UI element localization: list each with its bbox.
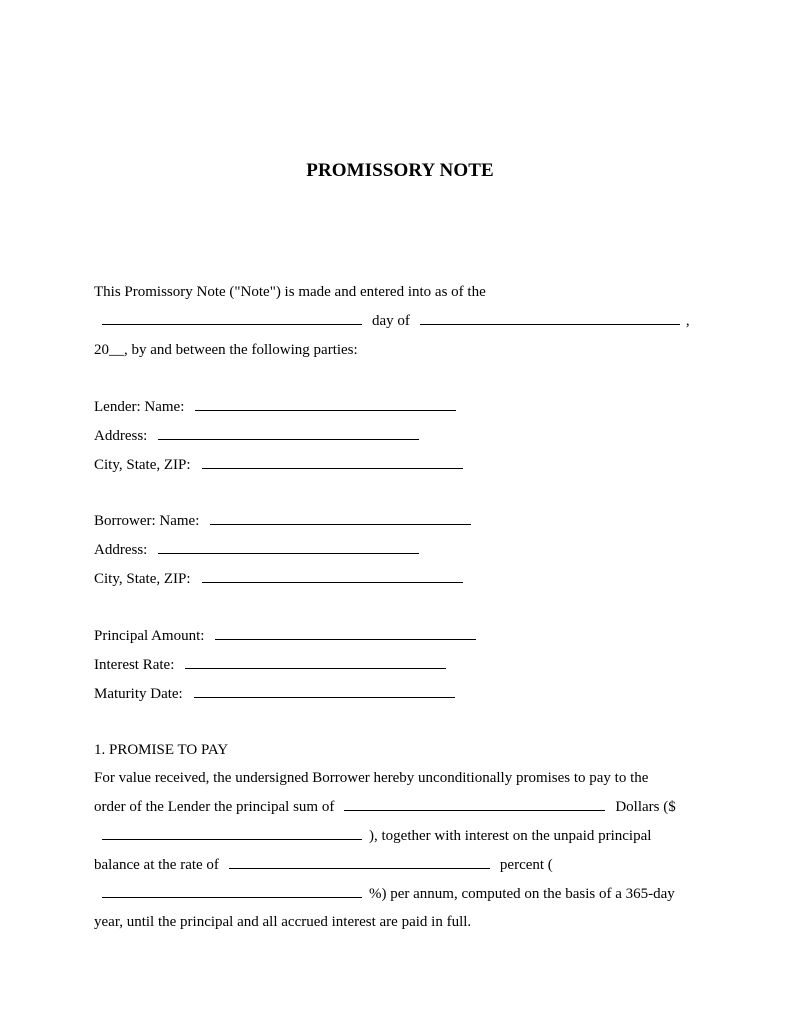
borrower-city-field[interactable] <box>202 569 463 583</box>
rate-text: balance at the rate of <box>94 857 219 873</box>
interest-label: Interest Rate: <box>94 657 175 673</box>
per-annum-text: %) per annum, computed on the basis of a 365-day <box>369 886 675 902</box>
lender-city-row <box>94 455 463 475</box>
borrower-name-row <box>94 511 471 531</box>
interest-row <box>94 655 446 675</box>
lender-city-label: City, State, ZIP: <box>94 457 191 473</box>
borrower-address-label: Address: <box>94 542 148 558</box>
principal-sum-figures-field[interactable] <box>102 826 362 840</box>
day-of-label: day of <box>372 313 410 329</box>
section-1-line-4 <box>94 855 553 875</box>
maturity-label: Maturity Date: <box>94 686 183 702</box>
maturity-row <box>94 684 455 704</box>
interest-field[interactable] <box>185 655 446 669</box>
interest-unpaid-text: ), together with interest on the unpaid principal <box>369 828 652 844</box>
lender-name-row <box>94 397 456 417</box>
section-1-line-3 <box>94 826 651 846</box>
section-1-heading: 1. PROMISE TO PAY <box>94 742 229 758</box>
lender-address-field[interactable] <box>158 426 419 440</box>
lender-address-row <box>94 426 419 446</box>
principal-row <box>94 626 476 646</box>
borrower-name-field[interactable] <box>210 511 471 525</box>
lender-city-field[interactable] <box>202 455 463 469</box>
lender-name-label: Lender: Name: <box>94 399 185 415</box>
principal-sum-text: order of the Lender the principal sum of <box>94 799 335 815</box>
principal-label: Principal Amount: <box>94 628 205 644</box>
principal-field[interactable] <box>215 626 476 640</box>
borrower-address-field[interactable] <box>158 540 419 554</box>
document-title: PROMISSORY NOTE <box>306 160 494 181</box>
borrower-city-row <box>94 569 463 589</box>
lender-name-field[interactable] <box>195 397 456 411</box>
section-1-line-6: year, until the principal and all accrued interest are paid in full. <box>94 914 472 930</box>
section-1-line-1: For value received, the undersigned Borrower hereby unconditionally promises to pay to the <box>94 770 649 786</box>
borrower-city-label: City, State, ZIP: <box>94 571 191 587</box>
percent-text: percent ( <box>499 857 553 873</box>
rate-figures-field[interactable] <box>102 884 362 898</box>
lender-address-label: Address: <box>94 428 148 444</box>
section-1-line-2 <box>94 797 676 817</box>
month-field[interactable] <box>420 311 680 325</box>
intro-date-line <box>94 311 690 331</box>
maturity-field[interactable] <box>194 684 455 698</box>
borrower-name-label: Borrower: Name: <box>94 513 200 529</box>
rate-words-field[interactable] <box>229 855 490 869</box>
dollars-text: Dollars ($ <box>615 799 676 815</box>
intro-line-3: 20__, by and between the following parties: <box>94 342 358 358</box>
intro-line-1: This Promissory Note ("Note") is made and entered into as of the <box>94 284 486 300</box>
principal-sum-words-field[interactable] <box>344 797 605 811</box>
borrower-address-row <box>94 540 419 560</box>
day-field[interactable] <box>102 311 362 325</box>
section-1-line-5 <box>94 884 675 904</box>
comma: , <box>685 313 690 329</box>
